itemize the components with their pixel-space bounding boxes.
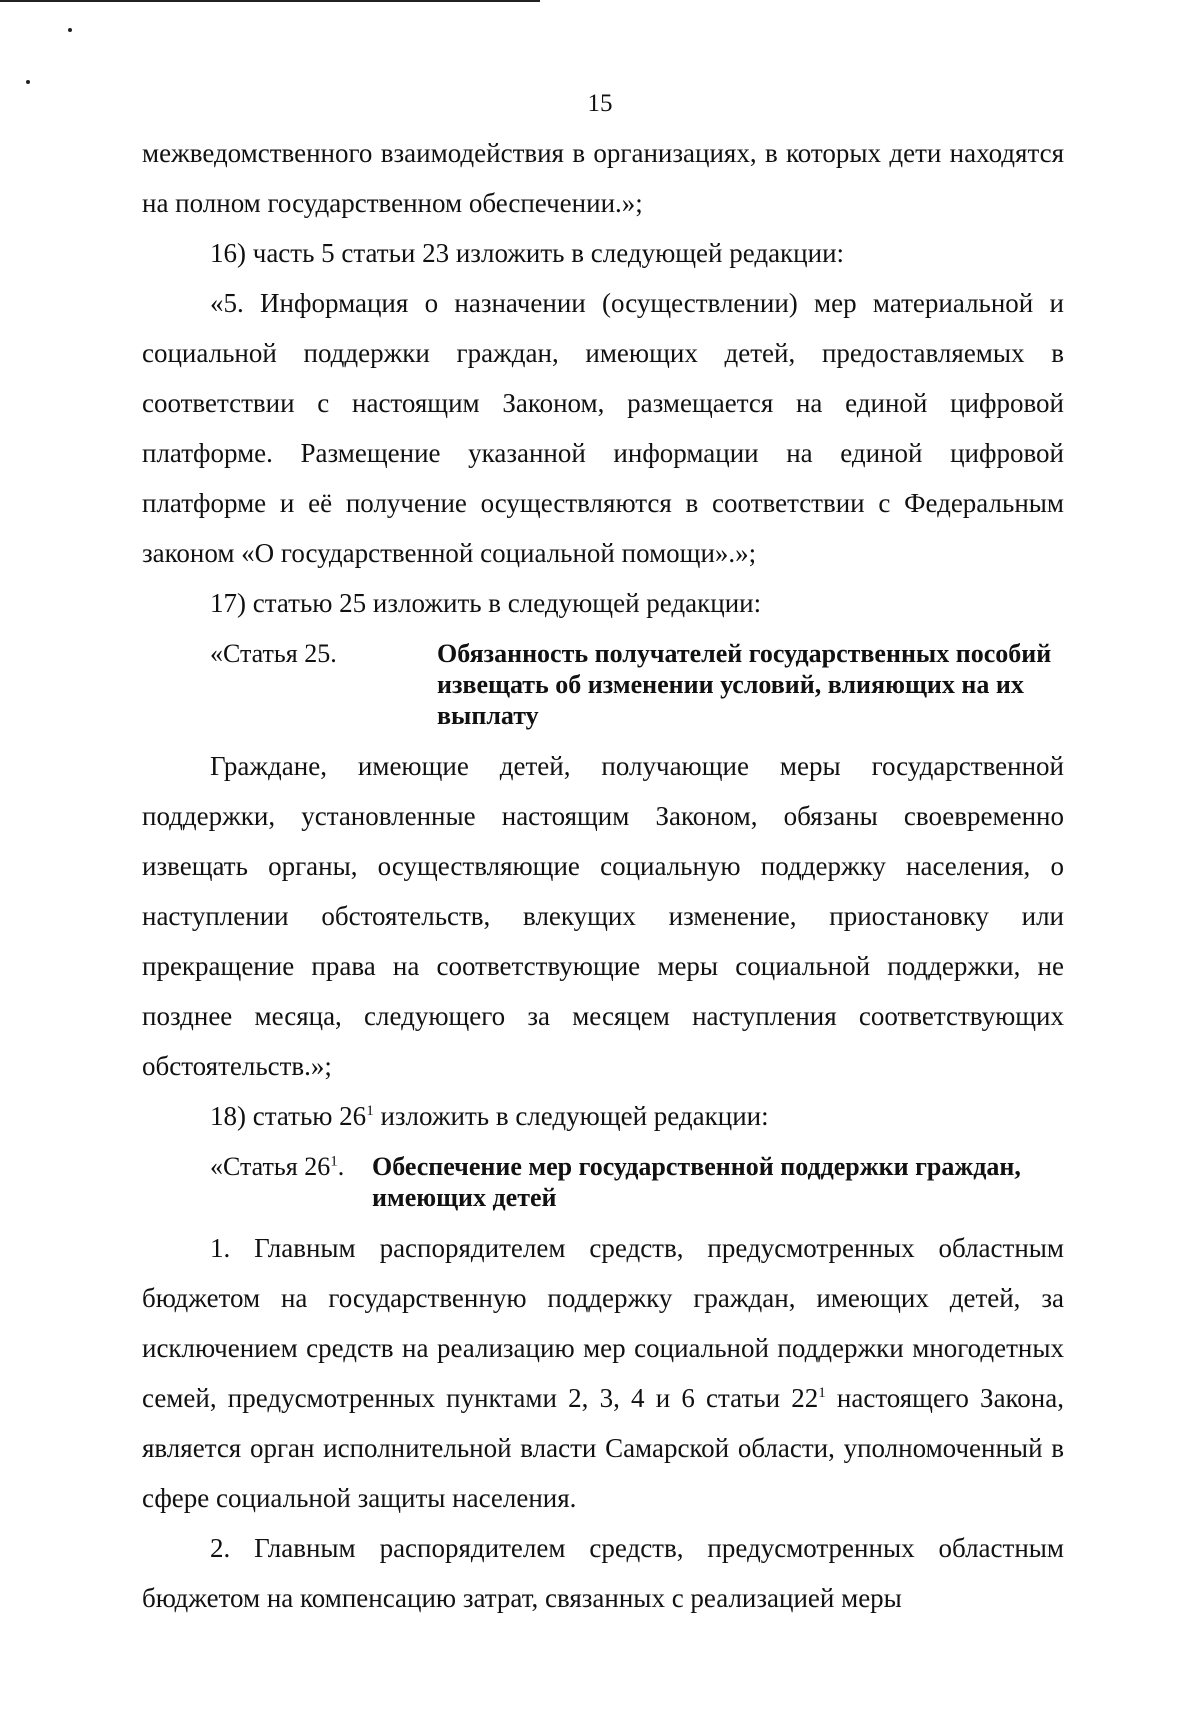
article-25-heading <box>210 638 1064 731</box>
paragraph-item-16: 16) часть 5 статьи 23 изложить в следующей редакции: <box>210 238 845 268</box>
item-18-text: 18) статью 26 <box>210 1101 367 1131</box>
page-number: 15 <box>587 90 613 117</box>
article-26-prefix-superscript: 1 <box>330 1153 338 1170</box>
part-1-text: 1. Главным распорядителем средств, предусмотренных областным бюджетом на государственную поддержку граждан, имеющих детей, за исключением средств на реализацию мер социальной поддержки многодетных семей, предусмотренных пунктами 2, 3, 4 и 6 статьи 22 <box>142 1233 1064 1413</box>
article-26-title: Обеспечение мер государственной поддержки граждан, имеющих детей <box>372 1152 1021 1212</box>
part-1-superscript: 1 <box>818 1385 826 1401</box>
paragraph-item-16-text: «5. Информация о назначении (осуществлении) мер материальной и социальной поддержки граждан, имеющих детей, предоставляемых в соответствии с настоящим Законом, размещается на единой цифровой платформе. Размещение указанной информации на единой цифровой платформе и её получение осуществляются в соответствии с Федеральным законом «О государственной социальной помощи».»; <box>142 288 1064 568</box>
document-body <box>142 128 1064 1623</box>
part-1-text-end: настоящего Закона, является орган исполнительной власти Самарской области, уполномоченный в сфере социальной защиты населения. <box>142 1383 1064 1513</box>
article-26-heading <box>210 1151 1064 1213</box>
article-26-prefix-text: «Статья 26 <box>210 1152 331 1181</box>
scan-speck <box>68 28 72 32</box>
item-18-superscript: 1 <box>366 1103 374 1119</box>
paragraph-item-18 <box>142 1091 1064 1141</box>
item-18-text-end: изложить в следующей редакции: <box>373 1101 769 1131</box>
paragraph-1: межведомственного взаимодействия в организациях, в которых дети находятся на полном государственном обеспечении.»; <box>142 138 1064 218</box>
article-25-prefix: «Статья 25. <box>210 639 337 668</box>
paragraph-article-25-text: Граждане, имеющие детей, получающие меры государственной поддержки, установленные настоящим Законом, обязаны своевременно извещать органы, осуществляющие социальную поддержку населения, о наступлении обстоятельств, влекущих изменение, приостановку или прекращение права на соответствующие меры социальной поддержки, не позднее месяца, следующего за месяцем наступления соответствующих обстоятельств.»; <box>142 751 1064 1081</box>
article-26-prefix-dot: . <box>337 1152 345 1181</box>
article-26-prefix <box>210 1151 344 1182</box>
paragraph-item-17: 17) статью 25 изложить в следующей редакции: <box>210 588 762 618</box>
article-25-title: Обязанность получателей государственных пособий извещать об изменении условий, влияющих на их выплату <box>437 639 1052 730</box>
top-rule <box>0 0 540 2</box>
paragraph-article-26-part-1 <box>142 1223 1064 1523</box>
scan-speck <box>26 80 30 84</box>
paragraph-article-26-part-2: 2. Главным распорядителем средств, предусмотренных областным бюджетом на компенсацию затрат, связанных с реализацией меры <box>142 1533 1064 1613</box>
